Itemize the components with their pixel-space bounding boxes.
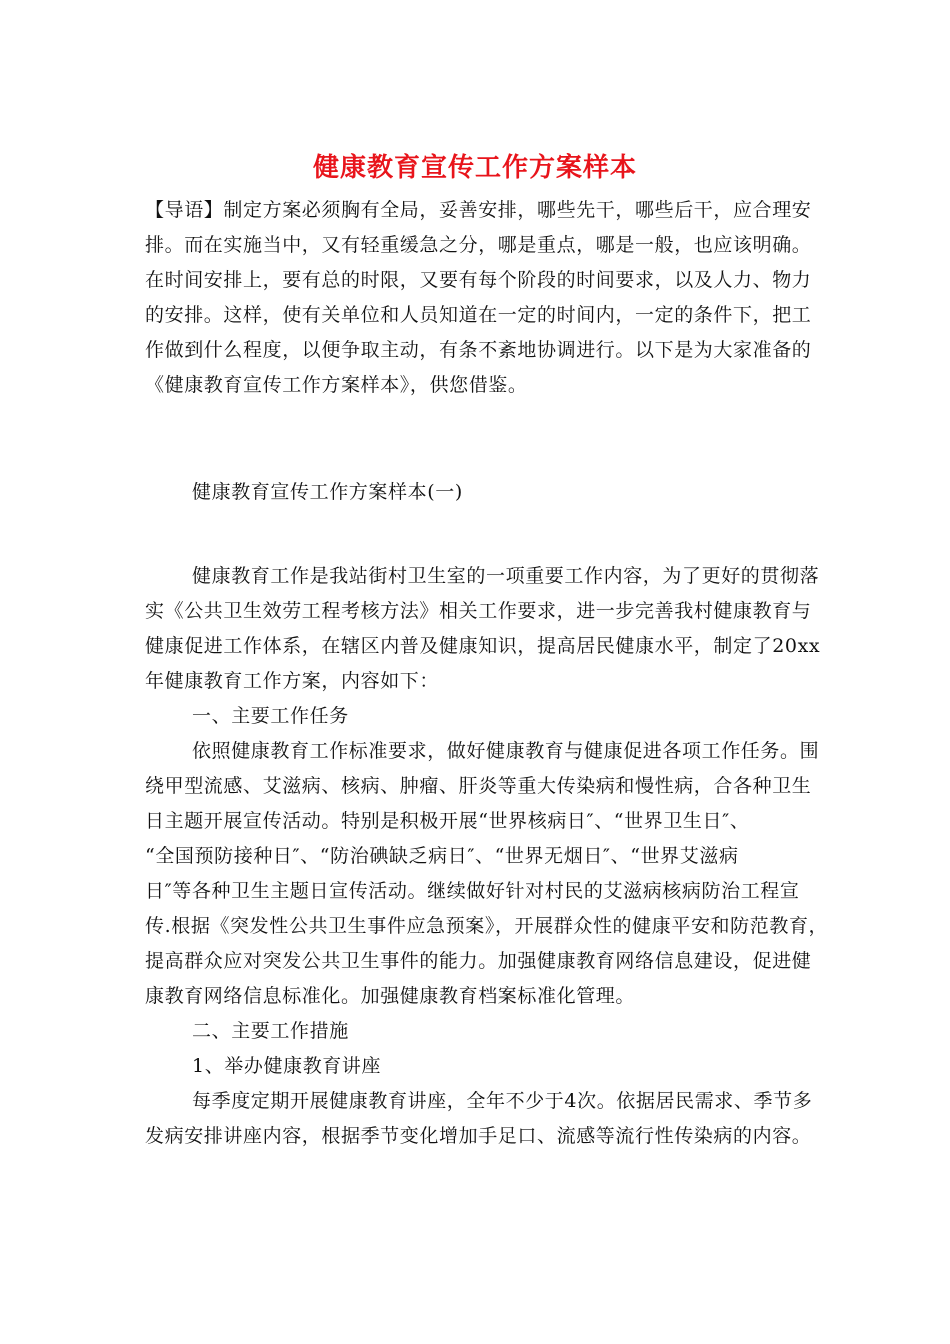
body-line: 健康促进工作体系，在辖区内普及健康知识，提高居民健康水平，制定了20xx [145, 635, 821, 657]
body-line: 健康教育工作是我站街村卫生室的一项重要工作内容，为了更好的贯彻落 [192, 565, 820, 587]
intro-line: 作做到什么程度，以便争取主动，有条不紊地协调进行。以下是为大家准备的 [145, 339, 812, 361]
intro-line: 【导语】制定方案必须胸有全局，妥善安排，哪些先干，哪些后干，应合理安 [145, 199, 812, 221]
body-line: 每季度定期开展健康教育讲座，全年不少于4次。依据居民需求、季节多 [192, 1090, 813, 1112]
body-line: 传.根据《突发性公共卫生事件应急预案》，开展群众性的健康平安和防范教育， [145, 915, 829, 937]
intro-line: 排。而在实施当中，又有轻重缓急之分，哪是重点，哪是一般，也应该明确。 [145, 234, 812, 256]
subheading: 一、主要工作任务 [192, 705, 349, 727]
body-line: 依照健康教育工作标准要求，做好健康教育与健康促进各项工作任务。围 [192, 740, 820, 762]
intro-line: 《健康教育宣传工作方案样本》，供您借鉴。 [145, 374, 528, 396]
subheading: 二、主要工作措施 [192, 1020, 349, 1042]
intro-line: 的安排。这样，使有关单位和人员知道在一定的时间内，一定的条件下，把工 [145, 304, 812, 326]
body-line: 提高群众应对突发公共卫生事件的能力。加强健康教育网络信息建设，促进健 [145, 950, 812, 972]
section-heading: 健康教育宣传工作方案样本(一) [192, 481, 463, 503]
body-line: 年健康教育工作方案，内容如下： [145, 670, 440, 692]
body-line: 绕甲型流感、艾滋病、核病、肿瘤、肝炎等重大传染病和慢性病，合各种卫生 [145, 775, 812, 797]
body-line: 日″等各种卫生主题日宣传活动。继续做好针对村民的艾滋病核病防治工程宣 [145, 880, 800, 902]
body-line: “全国预防接种日″、“防治碘缺乏病日″、“世界无烟日″、“世界艾滋病 [145, 845, 739, 867]
document-title: 健康教育宣传工作方案样本 [312, 153, 637, 183]
body-line: 康教育网络信息标准化。加强健康教育档案标准化管理。 [145, 985, 636, 1007]
intro-line: 在时间安排上，要有总的时限，又要有每个阶段的时间要求，以及人力、物力 [145, 269, 812, 291]
body-line: 日主题开展宣传活动。特别是积极开展“世界核病日″、“世界卫生日″、 [145, 810, 750, 832]
subheading: 1、举办健康教育讲座 [192, 1055, 382, 1077]
body-line: 实《公共卫生效劳工程考核方法》相关工作要求，进一步完善我村健康教育与 [145, 600, 812, 622]
body-line: 发病安排讲座内容，根据季节变化增加手足口、流感等流行性传染病的内容。 [145, 1125, 812, 1147]
